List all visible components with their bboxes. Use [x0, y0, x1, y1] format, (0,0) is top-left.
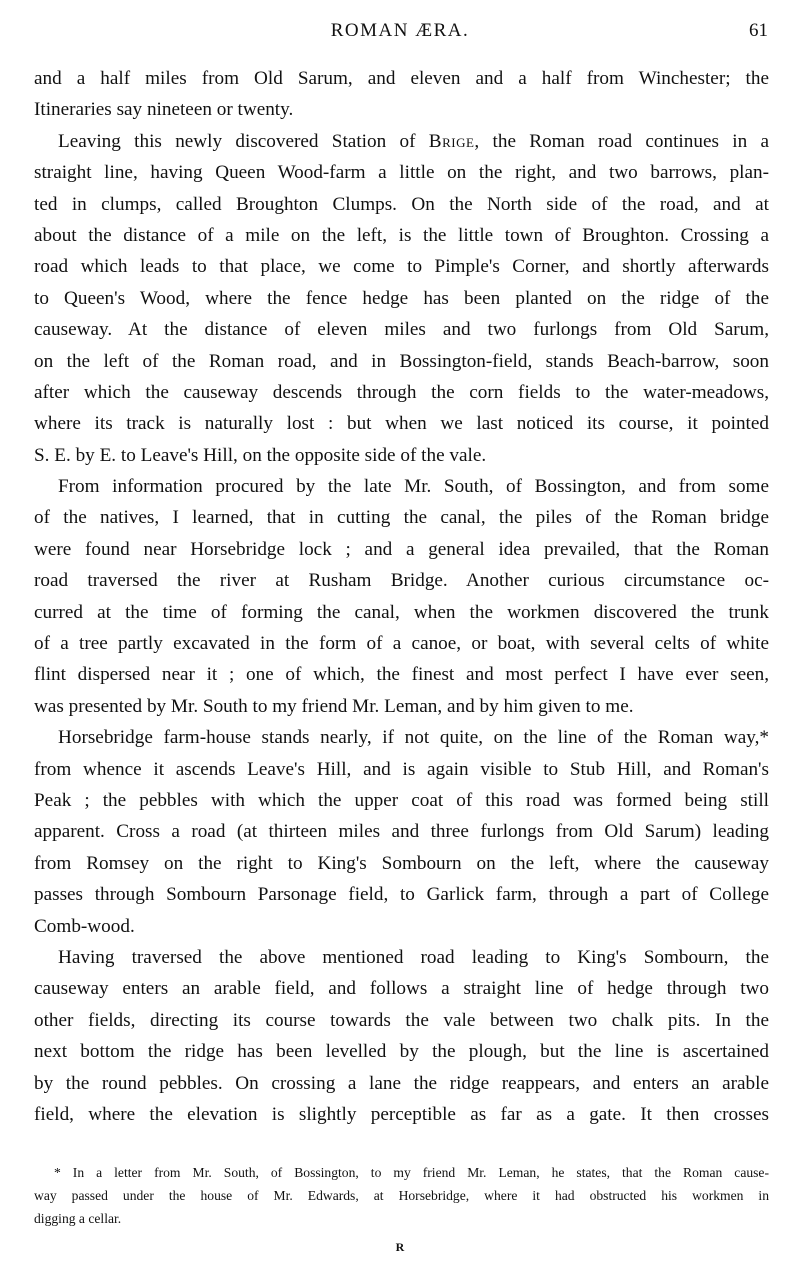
- text-line: From information procured by the late Mr. South, of Bossington, and from some: [58, 476, 769, 498]
- text-line: road traversed the river at Rusham Bridge. Another curious circumstance oc-: [34, 570, 769, 592]
- paragraph: [34, 942, 769, 1130]
- paragraph: [34, 722, 769, 942]
- text-line: straight line, having Queen Wood-farm a little on the right, and two barrows, plan-: [34, 162, 769, 184]
- page-header: [0, 18, 800, 48]
- text-line: was presented by Mr. South to my friend Mr. Leman, and by him given to me.: [34, 695, 634, 717]
- text-line: road which leads to that place, we come to Pimple's Corner, and shortly afterwards: [34, 256, 769, 278]
- text-line: Peak ; the pebbles with which the upper coat of this road was formed being still: [34, 789, 769, 811]
- running-title: ROMAN ÆRA.: [330, 20, 470, 41]
- body-text: [34, 63, 769, 1130]
- small-caps-word: Brige: [428, 130, 475, 152]
- text-line: and a half miles from Old Sarum, and eleven and a half from Winchester; the: [34, 68, 769, 89]
- text-line: were found near Horsebridge lock ; and a general idea prevailed, that the Roman: [34, 538, 769, 560]
- text-line-with-small-caps: Leaving this newly discovered Station of Brige, the Roman road continues in a: [58, 130, 769, 152]
- text-line: causeway enters an arable field, and follows a straight line of hedge through two: [34, 978, 769, 1000]
- text-line: from whence it ascends Leave's Hill, and is again visible to Stub Hill, and Roman's: [34, 758, 769, 780]
- paragraph: [34, 471, 769, 722]
- text-line: curred at the time of forming the canal, when the workmen discovered the trunk: [34, 601, 769, 623]
- text-line: apparent. Cross a road (at thirteen miles and three furlongs from Old Sarum) leading: [34, 821, 769, 843]
- footnote-line: * In a letter from Mr. South, of Bossington, to my friend Mr. Leman, he states, that the Roman cause-: [54, 1165, 769, 1180]
- paragraph: [34, 63, 769, 126]
- text-line: by the round pebbles. On crossing a lane the ridge reappears, and enters an arable: [34, 1072, 769, 1094]
- text-line: field, where the elevation is slightly perceptible as far as a gate. It then crosses: [34, 1103, 769, 1125]
- footnote-line: way passed under the house of Mr. Edwards, at Horsebridge, where it had obstructed his workmen in: [34, 1188, 769, 1203]
- text-line: of a tree partly excavated in the form of a canoe, or boat, with several celts of white: [34, 633, 769, 655]
- paragraph: [34, 126, 769, 471]
- text-line: Comb-wood.: [34, 915, 135, 937]
- text-line: Having traversed the above mentioned road leading to King's Sombourn, the: [58, 946, 769, 968]
- footnote-line: digging a cellar.: [34, 1211, 122, 1226]
- text-line: next bottom the ridge has been levelled by the plough, but the line is ascertained: [34, 1041, 769, 1063]
- text-line: of the natives, I learned, that in cutting the canal, the piles of the Roman bridge: [34, 507, 769, 529]
- text-line: ted in clumps, called Broughton Clumps. On the North side of the road, and at: [34, 193, 769, 215]
- text-line: causeway. At the distance of eleven miles and two furlongs from Old Sarum,: [34, 319, 769, 341]
- page-number: 61: [749, 20, 768, 41]
- text-line: about the distance of a mile on the left, is the little town of Broughton. Crossing a: [34, 224, 769, 246]
- text-line: other fields, directing its course towards the vale between two chalk pits. In the: [34, 1009, 769, 1031]
- text-line: after which the causeway descends through the corn fields to the water-meadows,: [34, 381, 769, 403]
- text-line: to Queen's Wood, where the fence hedge has been planted on the ridge of the: [34, 287, 769, 309]
- text-line: passes through Sombourn Parsonage field, to Garlick farm, through a part of College: [34, 884, 769, 906]
- text-line: Itineraries say nineteen or twenty.: [34, 99, 294, 121]
- text-line: on the left of the Roman road, and in Bossington-field, stands Beach-barrow, soon: [34, 350, 769, 372]
- text-line: from Romsey on the right to King's Sombourn on the left, where the causeway: [34, 852, 769, 874]
- text-line: Horsebridge farm-house stands nearly, if not quite, on the line of the Roman way,*: [58, 727, 769, 749]
- text-line: S. E. by E. to Leave's Hill, on the opposite side of the vale.: [34, 444, 487, 466]
- signature-mark: R: [395, 1240, 405, 1254]
- text-line: flint dispersed near it ; one of which, the finest and most perfect I have ever seen,: [34, 664, 769, 686]
- footnote: [34, 1161, 769, 1230]
- text-line: where its track is naturally lost : but when we last noticed its course, it pointed: [34, 413, 769, 435]
